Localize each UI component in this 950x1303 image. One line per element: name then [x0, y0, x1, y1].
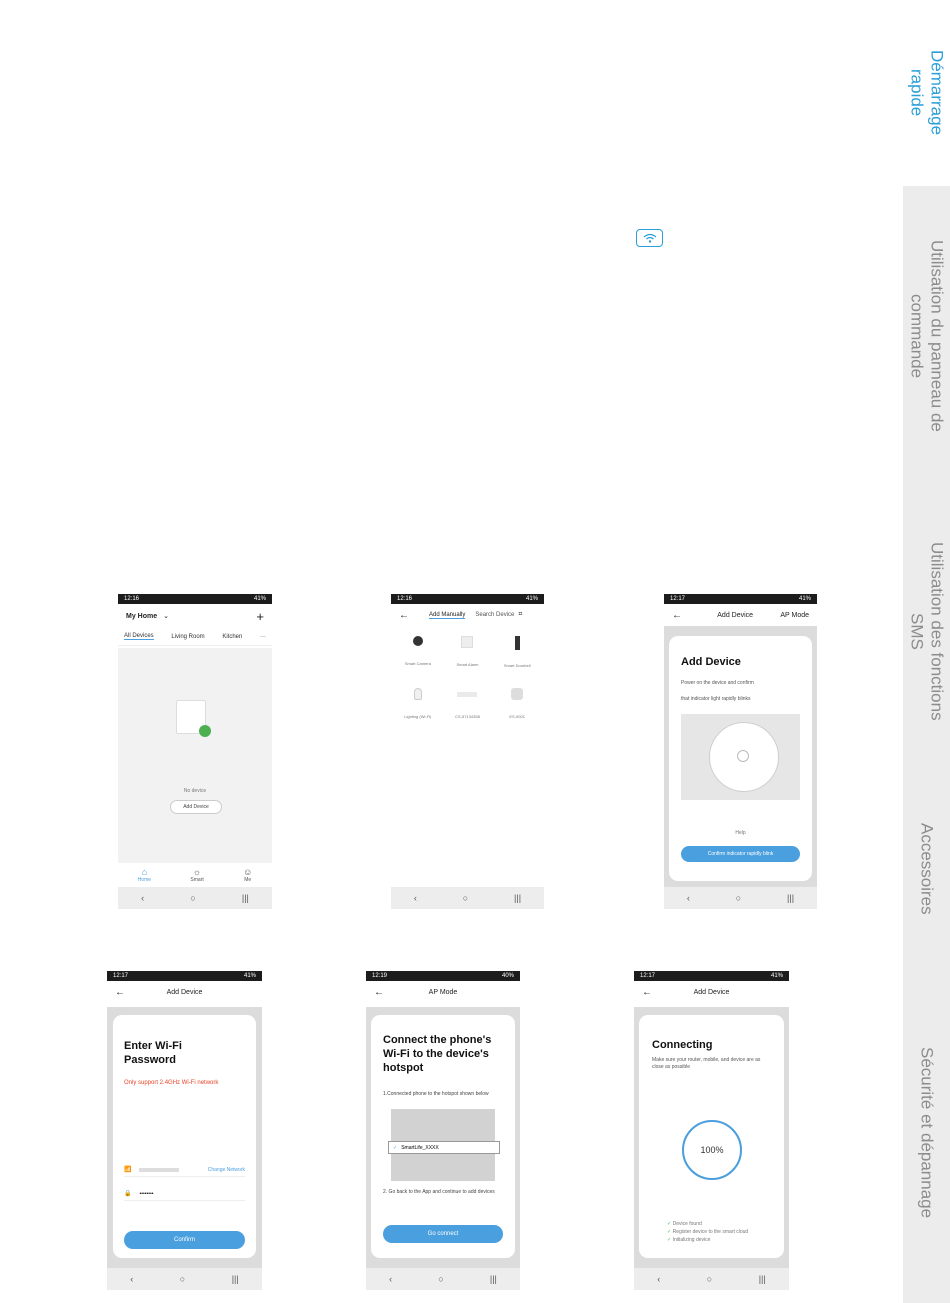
step-2-text: 2. Go back to the App and continue to add devices: [383, 1189, 495, 1195]
status-bar: [107, 971, 262, 981]
system-nav: [634, 1268, 789, 1290]
confirm-button[interactable]: Confirm: [124, 1231, 245, 1249]
status-time: 12:19: [372, 973, 388, 979]
check-item: ✓ Device found: [667, 1221, 702, 1227]
section-tabs: [903, 0, 950, 1303]
card-heading: Connecting: [652, 1039, 713, 1051]
device-item[interactable]: Smart Doorbell: [492, 636, 542, 672]
check-icon: ✓: [667, 1237, 672, 1243]
connecting-sub: Make sure your router, mobile, and device are as close as possible: [652, 1057, 761, 1070]
device-grid: [391, 626, 544, 723]
status-time: 12:17: [113, 973, 129, 979]
home-nav-icon[interactable]: ○: [179, 1274, 186, 1284]
system-nav: [118, 887, 272, 909]
status-time: 12:17: [670, 596, 686, 602]
card-heading: Add Device: [681, 656, 741, 668]
system-nav: [391, 887, 544, 909]
status-battery: 41%: [798, 596, 811, 602]
screenshot-home: [118, 594, 272, 909]
tab-securite-depannage[interactable]: [903, 962, 950, 1303]
add-device-header: [664, 604, 817, 626]
system-nav: [107, 1268, 262, 1290]
check-item: ✓ Initializing device: [667, 1237, 711, 1243]
status-battery: 40%: [501, 973, 514, 979]
card-backdrop: [107, 1007, 262, 1268]
nav-me[interactable]: ☺ Me: [243, 867, 253, 883]
back-arrow-icon[interactable]: ←: [374, 986, 384, 998]
home-header: [118, 604, 272, 628]
card-heading: Enter Wi-Fi Password: [124, 1040, 182, 1066]
status-bar: [391, 594, 544, 604]
screenshot-enter-wifi: [107, 971, 262, 1290]
change-network-link[interactable]: Change Network: [207, 1166, 245, 1173]
device-illustration: [681, 714, 800, 800]
card-backdrop: [366, 1007, 520, 1268]
status-battery: 41%: [243, 973, 256, 979]
status-bar: [664, 594, 817, 604]
screenshot-connecting: [634, 971, 789, 1290]
back-nav-icon[interactable]: ‹: [389, 1274, 393, 1284]
wifi-button-icon: [636, 229, 663, 247]
status-bar: [634, 971, 789, 981]
back-nav-icon[interactable]: ‹: [413, 893, 417, 903]
home-title[interactable]: My Home: [126, 612, 158, 620]
tab-label: Démarrage rapide: [907, 50, 947, 136]
status-battery: 41%: [770, 973, 783, 979]
wifi-card: [113, 1015, 256, 1258]
wifi-warning: Only support 2.4GHz Wi-Fi network: [124, 1080, 219, 1086]
status-battery: 41%: [525, 596, 538, 602]
home-nav-icon[interactable]: ○: [735, 893, 742, 903]
add-device-button[interactable]: Add Device: [170, 800, 222, 814]
help-link[interactable]: Help: [735, 830, 746, 836]
room-tabs: [118, 628, 272, 646]
ap-mode-link[interactable]: AP Mode: [780, 611, 809, 619]
status-bar: [366, 971, 520, 981]
recents-nav-icon[interactable]: |||: [758, 1274, 766, 1284]
home-nav-icon[interactable]: ○: [462, 893, 469, 903]
recents-nav-icon[interactable]: |||: [231, 1274, 239, 1284]
check-item: ✓ Register device to the smart cloud: [667, 1229, 749, 1235]
check-icon: ✓: [393, 1144, 398, 1151]
empty-list-icon: [176, 700, 206, 734]
go-connect-button[interactable]: Go connect: [383, 1225, 503, 1243]
status-time: 12:17: [640, 973, 656, 979]
status-bar: [118, 594, 272, 604]
scan-icon[interactable]: ⌗: [518, 611, 523, 618]
status-time: 12:16: [124, 596, 140, 602]
tab-add-manually[interactable]: Add Manually: [429, 611, 466, 618]
no-device-text: No device: [183, 788, 207, 794]
card-backdrop: [634, 1007, 789, 1268]
screenshot-add-device: [664, 594, 817, 909]
progress-label: 100%: [700, 1145, 724, 1155]
wifi-icon: 📶: [124, 1167, 132, 1173]
recents-nav-icon[interactable]: |||: [489, 1274, 497, 1284]
back-nav-icon[interactable]: ‹: [657, 1274, 661, 1284]
home-icon: ⌂: [141, 867, 148, 877]
tab-fonctions-sms[interactable]: [903, 486, 950, 776]
hotspot-screenshot: [391, 1109, 495, 1181]
device-item[interactable]: CS-57134358: [443, 688, 493, 723]
device-item[interactable]: Smart Camera: [393, 636, 443, 672]
network-name-blur: [139, 1168, 179, 1172]
recents-nav-icon[interactable]: |||: [787, 893, 795, 903]
card-line-1: Power on the device and confirm: [681, 680, 754, 686]
wifi-header: [107, 981, 262, 1003]
add-icon[interactable]: +: [256, 608, 264, 624]
connecting-card: [639, 1015, 784, 1258]
screenshot-ap-mode: [366, 971, 520, 1290]
more-icon[interactable]: ···: [259, 633, 266, 640]
header-title: Add Device: [717, 611, 754, 619]
header-title: AP Mode: [428, 988, 458, 996]
card-line-2: that indicator light rapidly blinks: [681, 696, 751, 702]
check-list: [667, 1220, 748, 1244]
card-backdrop: [664, 626, 817, 887]
device-item[interactable]: Lighting (Wi-Fi): [393, 688, 443, 723]
tab-label: Utilisation du panneau de commande: [907, 240, 947, 432]
back-nav-icon[interactable]: ‹: [686, 893, 690, 903]
recents-nav-icon[interactable]: |||: [514, 893, 522, 903]
hotspot-row: [388, 1141, 500, 1154]
status-time: 12:16: [397, 596, 413, 602]
home-nav-icon[interactable]: ○: [190, 893, 196, 903]
nav-smart[interactable]: ☼ Smart: [190, 867, 204, 883]
back-arrow-icon[interactable]: ←: [399, 609, 409, 621]
ap-header: [366, 981, 520, 1003]
tab-accessoires[interactable]: [903, 776, 950, 962]
back-arrow-icon[interactable]: ←: [115, 986, 125, 998]
password-row: [124, 1187, 245, 1201]
tab-kitchen[interactable]: Kitchen: [222, 633, 243, 640]
system-nav: [664, 887, 817, 909]
profile-icon: ☺: [243, 867, 253, 877]
device-item[interactable]: ES-0001: [492, 688, 542, 723]
back-nav-icon[interactable]: ‹: [141, 893, 145, 903]
home-content: [118, 648, 272, 863]
check-icon: ✓: [667, 1229, 672, 1235]
chevron-down-icon[interactable]: ⌄: [163, 613, 169, 620]
step-1-text: 1.Connected phone to the hotspot shown below: [383, 1091, 489, 1097]
tab-living-room[interactable]: Living Room: [171, 633, 205, 640]
recents-nav-icon[interactable]: |||: [241, 893, 249, 903]
add-device-card: [669, 636, 812, 881]
add-manual-header: [391, 604, 544, 626]
network-row: [124, 1163, 245, 1177]
lock-icon: 🔒: [124, 1191, 132, 1197]
tab-search-device[interactable]: Search Device: [475, 612, 515, 618]
check-icon: ✓: [667, 1221, 672, 1227]
header-title: Add Device: [693, 988, 730, 996]
tab-panneau-de-commande[interactable]: [903, 186, 950, 486]
back-arrow-icon[interactable]: ←: [672, 609, 682, 621]
ap-card: [371, 1015, 515, 1258]
home-nav-icon[interactable]: ○: [438, 1274, 444, 1284]
tab-label: Accessoires: [917, 823, 937, 915]
tab-demarrage-rapide[interactable]: [903, 0, 950, 186]
device-item[interactable]: Smart Alarm: [443, 636, 493, 672]
tab-all-devices[interactable]: All Devices: [124, 633, 154, 639]
status-battery: 41%: [253, 596, 266, 602]
confirm-blink-button[interactable]: Confirm indicator rapidly blink: [681, 846, 800, 862]
tab-label: Utilisation des fonctions SMS: [907, 541, 947, 721]
bottom-tabs: [118, 863, 272, 887]
hotspot-name: SmartLife_XXXX: [401, 1144, 439, 1151]
system-nav: [366, 1268, 520, 1290]
home-nav-icon[interactable]: ○: [706, 1274, 713, 1284]
password-field[interactable]: ••••••••: [139, 1190, 154, 1197]
connecting-header: [634, 981, 789, 1003]
card-heading: Connect the phone's Wi-Fi to the device's hotspot: [383, 1034, 492, 1074]
screenshot-add-manually: [391, 594, 544, 909]
header-title: Add Device: [166, 988, 203, 996]
nav-home[interactable]: ⌂ Home: [137, 867, 152, 883]
back-arrow-icon[interactable]: ←: [642, 986, 652, 998]
sun-icon: ☼: [192, 867, 202, 877]
back-nav-icon[interactable]: ‹: [130, 1274, 134, 1284]
tab-label: Sécurité et dépannage: [917, 1046, 937, 1219]
